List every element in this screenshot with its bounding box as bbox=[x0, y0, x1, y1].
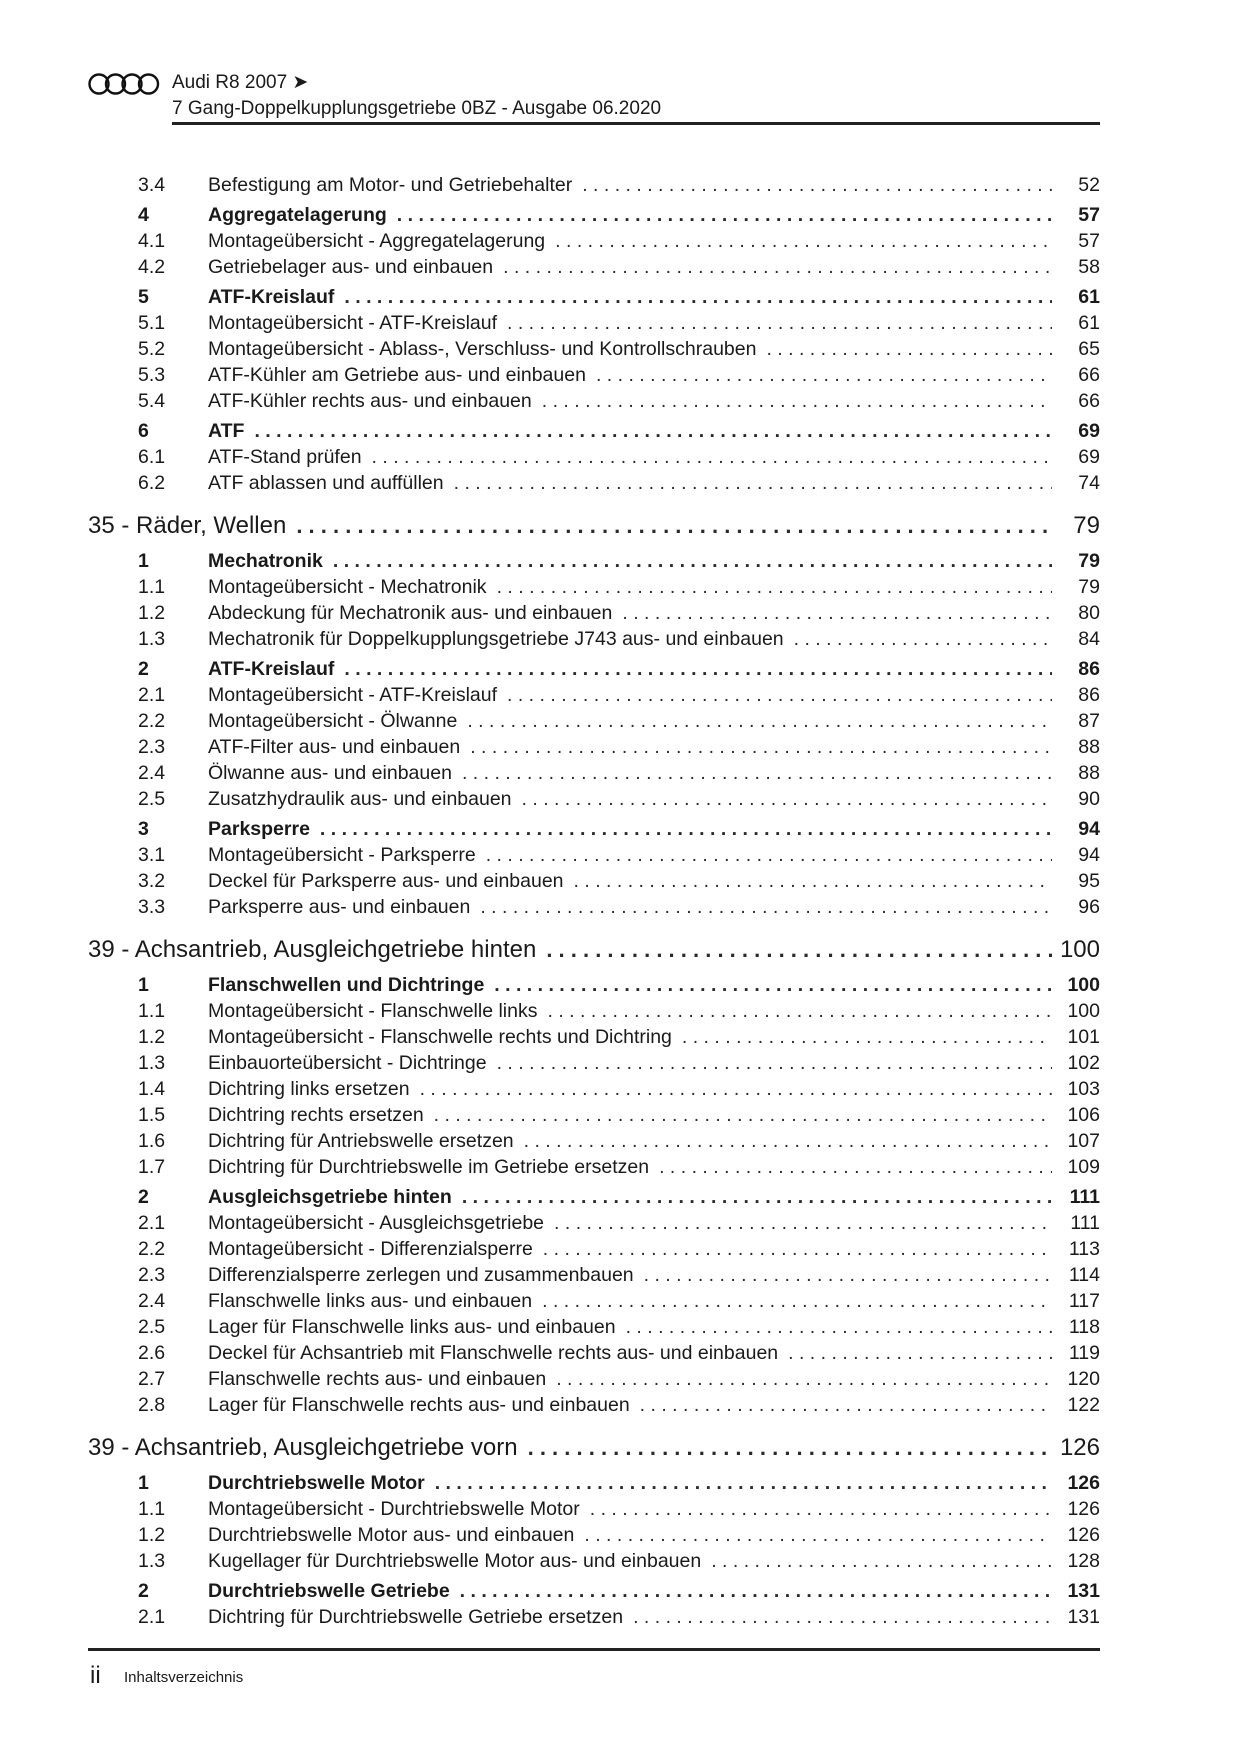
toc-entry-page: 61 bbox=[1078, 286, 1100, 308]
toc-entry-title: ATF-Kreislauf bbox=[208, 286, 335, 308]
toc-entry-title: Ausgleichsgetriebe hinten bbox=[208, 1186, 452, 1208]
toc-entry-page: 117 bbox=[1068, 1290, 1100, 1312]
toc-section-entry[interactable] bbox=[88, 550, 1100, 576]
header-vehicle-title: Audi R8 2007 ➤ bbox=[172, 72, 309, 93]
toc-entry-number: 1.3 bbox=[138, 628, 166, 650]
toc-entry-page: 120 bbox=[1067, 1368, 1100, 1390]
toc-entry-number: 2 bbox=[138, 1580, 149, 1602]
toc-dot-leader bbox=[555, 230, 1052, 253]
toc-entry-page: 118 bbox=[1068, 1316, 1100, 1338]
toc-dot-leader bbox=[554, 1212, 1052, 1235]
toc-entry-page: 109 bbox=[1067, 1156, 1100, 1178]
toc-entry-number: 2.3 bbox=[138, 736, 166, 758]
toc-dot-leader bbox=[582, 174, 1052, 197]
toc-entry-title: Flanschwellen und Dichtringe bbox=[208, 974, 485, 996]
toc-entry-page: 84 bbox=[1078, 628, 1100, 650]
toc-dot-leader bbox=[546, 937, 1052, 963]
toc-entry-title: 39 - Achsantrieb, Ausgleichgetriebe vorn bbox=[88, 1434, 518, 1461]
toc-entry-title: Mechatronik für Doppelkupplungsgetriebe J743 aus- und einbauen bbox=[208, 628, 784, 650]
toc-dot-leader bbox=[556, 1368, 1052, 1391]
toc-subsection-entry[interactable] bbox=[88, 1052, 1100, 1078]
toc-entry-number: 1.2 bbox=[138, 1524, 166, 1546]
toc-entry-page: 111 bbox=[1069, 1186, 1100, 1208]
toc-subsection-entry[interactable] bbox=[88, 1606, 1100, 1632]
toc-entry-number: 4.2 bbox=[138, 256, 166, 278]
toc-entry-page: 66 bbox=[1078, 364, 1100, 386]
toc-subsection-entry[interactable] bbox=[88, 1104, 1100, 1130]
toc-entry-page: 122 bbox=[1067, 1394, 1100, 1416]
toc-dot-leader bbox=[622, 602, 1052, 625]
toc-entry-page: 100 bbox=[1067, 974, 1100, 996]
toc-subsection-entry[interactable] bbox=[88, 1498, 1100, 1524]
toc-entry-page: 119 bbox=[1068, 1342, 1100, 1364]
toc-dot-leader bbox=[682, 1026, 1052, 1049]
toc-subsection-entry[interactable] bbox=[88, 1524, 1100, 1550]
toc-entry-number: 5.1 bbox=[138, 312, 166, 334]
toc-dot-leader bbox=[507, 684, 1052, 707]
toc-entry-page: 131 bbox=[1067, 1580, 1100, 1602]
toc-entry-number: 2.4 bbox=[138, 1290, 166, 1312]
toc-subsection-entry[interactable] bbox=[88, 312, 1100, 338]
toc-entry-title: ATF-Kühler rechts aus- und einbauen bbox=[208, 390, 532, 412]
toc-dot-leader bbox=[470, 736, 1052, 759]
toc-subsection-entry[interactable] bbox=[88, 230, 1100, 256]
toc-entry-number: 5.4 bbox=[138, 390, 166, 412]
toc-entry-title: ATF bbox=[208, 420, 245, 442]
toc-dot-leader bbox=[486, 844, 1052, 867]
toc-entry-number: 2.1 bbox=[138, 1212, 166, 1234]
toc-entry-page: 58 bbox=[1078, 256, 1100, 278]
toc-entry-number: 3.3 bbox=[138, 896, 166, 918]
toc-dot-leader bbox=[522, 788, 1052, 811]
toc-subsection-entry[interactable] bbox=[88, 1368, 1100, 1394]
toc-dot-leader bbox=[766, 338, 1052, 361]
toc-entry-title: Zusatzhydraulik aus- und einbauen bbox=[208, 788, 512, 810]
toc-subsection-entry[interactable] bbox=[88, 576, 1100, 602]
toc-section-entry[interactable] bbox=[88, 420, 1100, 446]
toc-entry-number: 1.3 bbox=[138, 1052, 166, 1074]
toc-entry-number: 1.6 bbox=[138, 1130, 166, 1152]
toc-entry-number: 6 bbox=[138, 420, 149, 442]
toc-entry-title: Flanschwelle links aus- und einbauen bbox=[208, 1290, 533, 1312]
toc-section-entry[interactable] bbox=[88, 1472, 1100, 1498]
toc-entry-number: 2.7 bbox=[138, 1368, 166, 1390]
toc-entry-title: Montageübersicht - Flanschwelle rechts und Dichtring bbox=[208, 1026, 672, 1048]
toc-dot-leader bbox=[503, 256, 1052, 279]
toc-entry-title: Durchtriebswelle Getriebe bbox=[208, 1580, 450, 1602]
toc-entry-title: Montageübersicht - Ausgleichsgetriebe bbox=[208, 1212, 545, 1234]
toc-entry-title: Lager für Flanschwelle rechts aus- und einbauen bbox=[208, 1394, 630, 1416]
header-divider bbox=[172, 122, 1100, 125]
toc-subsection-entry[interactable] bbox=[88, 1238, 1100, 1264]
footer-divider bbox=[88, 1648, 1100, 1651]
toc-dot-leader bbox=[460, 1580, 1052, 1603]
toc-entry-title: Parksperre bbox=[208, 818, 310, 840]
toc-entry-number: 4.1 bbox=[138, 230, 166, 252]
toc-entry-title: Mechatronik bbox=[208, 550, 323, 572]
toc-subsection-entry[interactable] bbox=[88, 446, 1100, 472]
toc-entry-number: 2 bbox=[138, 1186, 149, 1208]
toc-dot-leader bbox=[644, 1264, 1052, 1287]
toc-subsection-entry[interactable] bbox=[88, 710, 1100, 736]
toc-entry-page: 126 bbox=[1067, 1498, 1100, 1520]
toc-dot-leader bbox=[254, 420, 1052, 443]
toc-entry-page: 86 bbox=[1078, 658, 1100, 680]
toc-subsection-entry[interactable] bbox=[88, 844, 1100, 870]
toc-entry-number: 2.2 bbox=[138, 710, 166, 732]
toc-entry-number: 1.1 bbox=[138, 1498, 166, 1520]
toc-dot-leader bbox=[590, 1498, 1052, 1521]
header-manual-subtitle: 7 Gang-Doppelkupplungsgetriebe 0BZ - Ausgabe 06.2020 bbox=[172, 98, 662, 119]
toc-subsection-entry[interactable] bbox=[88, 1026, 1100, 1052]
toc-entry-title: Montageübersicht - Aggregatelagerung bbox=[208, 230, 546, 252]
toc-subsection-entry[interactable] bbox=[88, 788, 1100, 814]
toc-entry-number: 1.7 bbox=[138, 1156, 166, 1178]
toc-entry-page: 106 bbox=[1067, 1104, 1100, 1126]
toc-entry-number: 2.4 bbox=[138, 762, 166, 784]
toc-dot-leader bbox=[574, 870, 1052, 893]
toc-chapter-entry[interactable] bbox=[88, 512, 1100, 546]
toc-entry-title: Dichtring links ersetzen bbox=[208, 1078, 410, 1100]
toc-entry-page: 102 bbox=[1067, 1052, 1100, 1074]
toc-subsection-entry[interactable] bbox=[88, 390, 1100, 416]
toc-entry-number: 2.2 bbox=[138, 1238, 166, 1260]
toc-entry-title: 35 - Räder, Wellen bbox=[88, 512, 287, 539]
toc-subsection-entry[interactable] bbox=[88, 472, 1100, 498]
toc-subsection-entry[interactable] bbox=[88, 174, 1100, 200]
toc-entry-page: 74 bbox=[1078, 472, 1100, 494]
toc-entry-page: 94 bbox=[1078, 844, 1100, 866]
toc-dot-leader bbox=[480, 896, 1052, 919]
toc-dot-leader bbox=[626, 1316, 1052, 1339]
toc-entry-page: 100 bbox=[1059, 936, 1100, 963]
toc-entry-title: Differenzialsperre zerlegen und zusammenbauen bbox=[208, 1264, 634, 1286]
toc-dot-leader bbox=[543, 1238, 1052, 1261]
toc-entry-title: Flanschwelle rechts aus- und einbauen bbox=[208, 1368, 547, 1390]
toc-subsection-entry[interactable] bbox=[88, 896, 1100, 922]
toc-entry-title: Dichtring für Durchtriebswelle Getriebe ersetzen bbox=[208, 1606, 624, 1628]
toc-entry-page: 100 bbox=[1067, 1000, 1100, 1022]
toc-subsection-entry[interactable] bbox=[88, 628, 1100, 654]
toc-entry-number: 2.1 bbox=[138, 1606, 166, 1628]
toc-dot-leader bbox=[542, 1290, 1052, 1313]
toc-entry-title: Dichtring für Antriebswelle ersetzen bbox=[208, 1130, 514, 1152]
toc-dot-leader bbox=[344, 286, 1052, 309]
toc-entry-page: 107 bbox=[1067, 1130, 1100, 1152]
toc-dot-leader bbox=[420, 1078, 1052, 1101]
toc-subsection-entry[interactable] bbox=[88, 736, 1100, 762]
toc-entry-page: 80 bbox=[1078, 602, 1100, 624]
toc-subsection-entry[interactable] bbox=[88, 602, 1100, 628]
toc-dot-leader bbox=[596, 364, 1052, 387]
toc-entry-page: 96 bbox=[1078, 896, 1100, 918]
toc-entry-number: 1 bbox=[138, 1472, 149, 1494]
toc-dot-leader bbox=[397, 204, 1052, 227]
audi-rings-logo bbox=[88, 72, 160, 96]
toc-subsection-entry[interactable] bbox=[88, 256, 1100, 282]
toc-entry-title: ATF-Stand prüfen bbox=[208, 446, 362, 468]
toc-section-entry[interactable] bbox=[88, 286, 1100, 312]
toc-entry-title: Getriebelager aus- und einbauen bbox=[208, 256, 494, 278]
toc-entry-number: 1.2 bbox=[138, 1026, 166, 1048]
toc-subsection-entry[interactable] bbox=[88, 1156, 1100, 1182]
toc-entry-number: 4 bbox=[138, 204, 149, 226]
toc-entry-number: 6.2 bbox=[138, 472, 166, 494]
toc-dot-leader bbox=[633, 1606, 1052, 1629]
toc-dot-leader bbox=[333, 550, 1052, 573]
toc-dot-leader bbox=[462, 1186, 1052, 1209]
toc-entry-page: 79 bbox=[1078, 550, 1100, 572]
toc-entry-page: 95 bbox=[1078, 870, 1100, 892]
toc-subsection-entry[interactable] bbox=[88, 870, 1100, 896]
toc-entry-page: 111 bbox=[1070, 1212, 1100, 1234]
toc-dot-leader bbox=[320, 818, 1052, 841]
toc-entry-page: 126 bbox=[1067, 1524, 1100, 1546]
toc-entry-number: 5 bbox=[138, 286, 149, 308]
toc-entry-page: 57 bbox=[1078, 230, 1100, 252]
toc-entry-title: Kugellager für Durchtriebswelle Motor aus- und einbauen bbox=[208, 1550, 702, 1572]
toc-entry-page: 57 bbox=[1078, 204, 1100, 226]
toc-entry-title: ATF-Kreislauf bbox=[208, 658, 335, 680]
toc-dot-leader bbox=[344, 658, 1052, 681]
toc-entry-title: Dichtring für Durchtriebswelle im Getriebe ersetzen bbox=[208, 1156, 650, 1178]
toc-dot-leader bbox=[794, 628, 1052, 651]
footer-page-number: ii bbox=[90, 1662, 101, 1689]
toc-entry-title: Durchtriebswelle Motor bbox=[208, 1472, 425, 1494]
toc-entry-number: 2.8 bbox=[138, 1394, 166, 1416]
toc-entry-number: 2.5 bbox=[138, 1316, 166, 1338]
toc-entry-title: Montageübersicht - Ölwanne bbox=[208, 710, 458, 732]
toc-entry-title: Dichtring rechts ersetzen bbox=[208, 1104, 424, 1126]
toc-dot-leader bbox=[640, 1394, 1052, 1417]
toc-entry-title: Deckel für Achsantrieb mit Flanschwelle rechts aus- und einbauen bbox=[208, 1342, 779, 1364]
toc-entry-page: 101 bbox=[1067, 1026, 1100, 1048]
toc-entry-title: Montageübersicht - Parksperre bbox=[208, 844, 476, 866]
toc-entry-page: 86 bbox=[1078, 684, 1100, 706]
toc-section-entry[interactable] bbox=[88, 818, 1100, 844]
toc-dot-leader bbox=[497, 576, 1052, 599]
toc-entry-title: Lager für Flanschwelle links aus- und einbauen bbox=[208, 1316, 616, 1338]
toc-dot-leader bbox=[434, 1104, 1052, 1127]
toc-section-entry[interactable] bbox=[88, 204, 1100, 230]
toc-entry-number: 1 bbox=[138, 550, 149, 572]
toc-section-entry[interactable] bbox=[88, 974, 1100, 1000]
toc-entry-page: 87 bbox=[1078, 710, 1100, 732]
toc-chapter-entry[interactable] bbox=[88, 1434, 1100, 1468]
toc-entry-title: Montageübersicht - Differenzialsperre bbox=[208, 1238, 533, 1260]
toc-dot-leader bbox=[296, 513, 1052, 539]
toc-entry-page: 113 bbox=[1068, 1238, 1100, 1260]
toc-subsection-entry[interactable] bbox=[88, 684, 1100, 710]
toc-subsection-entry[interactable] bbox=[88, 1342, 1100, 1368]
toc-entry-number: 3 bbox=[138, 818, 149, 840]
toc-dot-leader bbox=[507, 312, 1052, 335]
toc-entry-title: Deckel für Parksperre aus- und einbauen bbox=[208, 870, 564, 892]
toc-dot-leader bbox=[711, 1550, 1052, 1573]
toc-entry-title: ATF-Kühler am Getriebe aus- und einbauen bbox=[208, 364, 586, 386]
toc-subsection-entry[interactable] bbox=[88, 1078, 1100, 1104]
toc-dot-leader bbox=[462, 762, 1052, 785]
toc-dot-leader bbox=[659, 1156, 1052, 1179]
toc-entry-number: 2.1 bbox=[138, 684, 166, 706]
page-header bbox=[88, 70, 1100, 122]
toc-entry-title: Parksperre aus- und einbauen bbox=[208, 896, 471, 918]
toc-entry-page: 114 bbox=[1068, 1264, 1100, 1286]
toc-entry-number: 1.4 bbox=[138, 1078, 166, 1100]
toc-entry-page: 52 bbox=[1078, 174, 1100, 196]
toc-dot-leader bbox=[528, 1435, 1052, 1461]
toc-dot-leader bbox=[467, 710, 1052, 733]
toc-subsection-entry[interactable] bbox=[88, 1316, 1100, 1342]
toc-entry-page: 66 bbox=[1078, 390, 1100, 412]
toc-subsection-entry[interactable] bbox=[88, 338, 1100, 364]
toc-chapter-entry[interactable] bbox=[88, 936, 1100, 970]
toc-dot-leader bbox=[788, 1342, 1052, 1365]
toc-dot-leader bbox=[542, 390, 1052, 413]
toc-entry-title: ATF ablassen und auffüllen bbox=[208, 472, 444, 494]
toc-entry-number: 1.1 bbox=[138, 1000, 166, 1022]
toc-subsection-entry[interactable] bbox=[88, 1264, 1100, 1290]
toc-entry-number: 3.2 bbox=[138, 870, 166, 892]
toc-entry-title: Befestigung am Motor- und Getriebehalter bbox=[208, 174, 573, 196]
toc-entry-page: 126 bbox=[1067, 1472, 1100, 1494]
toc-entry-title: ATF-Filter aus- und einbauen bbox=[208, 736, 461, 758]
toc-entry-number: 1 bbox=[138, 974, 149, 996]
toc-subsection-entry[interactable] bbox=[88, 1550, 1100, 1576]
toc-entry-page: 126 bbox=[1059, 1434, 1100, 1461]
toc-subsection-entry[interactable] bbox=[88, 1290, 1100, 1316]
toc-dot-leader bbox=[372, 446, 1052, 469]
toc-entry-title: Montageübersicht - Durchtriebswelle Motor bbox=[208, 1498, 580, 1520]
toc-entry-title: Montageübersicht - Mechatronik bbox=[208, 576, 487, 598]
toc-entry-title: Montageübersicht - Ablass-, Verschluss- und Kontrollschrauben bbox=[208, 338, 757, 360]
toc-entry-title: Montageübersicht - ATF-Kreislauf bbox=[208, 684, 498, 706]
toc-entry-number: 1.3 bbox=[138, 1550, 166, 1572]
toc-entry-page: 94 bbox=[1078, 818, 1100, 840]
toc-dot-leader bbox=[584, 1524, 1052, 1547]
toc-subsection-entry[interactable] bbox=[88, 762, 1100, 788]
toc-entry-page: 88 bbox=[1078, 762, 1100, 784]
toc-dot-leader bbox=[547, 1000, 1052, 1023]
toc-entry-title: Abdeckung für Mechatronik aus- und einbauen bbox=[208, 602, 613, 624]
toc-dot-leader bbox=[497, 1052, 1052, 1075]
toc-entry-number: 3.4 bbox=[138, 174, 166, 196]
toc-dot-leader bbox=[454, 472, 1052, 495]
toc-subsection-entry[interactable] bbox=[88, 1212, 1100, 1238]
toc-entry-number: 6.1 bbox=[138, 446, 166, 468]
toc-entry-title: Durchtriebswelle Motor aus- und einbauen bbox=[208, 1524, 575, 1546]
toc-entry-page: 65 bbox=[1078, 338, 1100, 360]
toc-entry-number: 5.2 bbox=[138, 338, 166, 360]
footer-section-label: Inhaltsverzeichnis bbox=[124, 1669, 244, 1686]
toc-entry-page: 61 bbox=[1078, 312, 1100, 334]
toc-dot-leader bbox=[524, 1130, 1052, 1153]
toc-section-entry[interactable] bbox=[88, 1580, 1100, 1606]
toc-entry-page: 69 bbox=[1078, 446, 1100, 468]
toc-entry-title: Aggregatelagerung bbox=[208, 204, 387, 226]
toc-entry-page: 128 bbox=[1067, 1550, 1100, 1572]
toc-entry-page: 79 bbox=[1073, 512, 1100, 539]
table-of-contents bbox=[88, 174, 1100, 1632]
toc-dot-leader bbox=[494, 974, 1052, 997]
toc-entry-page: 131 bbox=[1067, 1606, 1100, 1628]
toc-entry-number: 2.3 bbox=[138, 1264, 166, 1286]
toc-entry-number: 3.1 bbox=[138, 844, 166, 866]
toc-subsection-entry[interactable] bbox=[88, 1394, 1100, 1420]
toc-subsection-entry[interactable] bbox=[88, 1000, 1100, 1026]
toc-entry-title: Montageübersicht - Flanschwelle links bbox=[208, 1000, 538, 1022]
toc-entry-page: 79 bbox=[1078, 576, 1100, 598]
toc-entry-number: 1.1 bbox=[138, 576, 166, 598]
toc-entry-number: 5.3 bbox=[138, 364, 166, 386]
toc-subsection-entry[interactable] bbox=[88, 1130, 1100, 1156]
toc-section-entry[interactable] bbox=[88, 1186, 1100, 1212]
toc-entry-number: 2.5 bbox=[138, 788, 166, 810]
toc-entry-title: Montageübersicht - ATF-Kreislauf bbox=[208, 312, 498, 334]
toc-entry-title: 39 - Achsantrieb, Ausgleichgetriebe hinten bbox=[88, 936, 537, 963]
toc-section-entry[interactable] bbox=[88, 658, 1100, 684]
toc-entry-page: 88 bbox=[1078, 736, 1100, 758]
toc-entry-page: 90 bbox=[1078, 788, 1100, 810]
toc-entry-number: 1.2 bbox=[138, 602, 166, 624]
toc-dot-leader bbox=[435, 1472, 1052, 1495]
toc-entry-title: Ölwanne aus- und einbauen bbox=[208, 762, 452, 784]
toc-entry-number: 2 bbox=[138, 658, 149, 680]
toc-entry-number: 1.5 bbox=[138, 1104, 166, 1126]
toc-subsection-entry[interactable] bbox=[88, 364, 1100, 390]
toc-entry-page: 69 bbox=[1078, 420, 1100, 442]
toc-entry-title: Einbauorteübersicht - Dichtringe bbox=[208, 1052, 487, 1074]
toc-entry-number: 2.6 bbox=[138, 1342, 166, 1364]
toc-entry-page: 103 bbox=[1067, 1078, 1100, 1100]
